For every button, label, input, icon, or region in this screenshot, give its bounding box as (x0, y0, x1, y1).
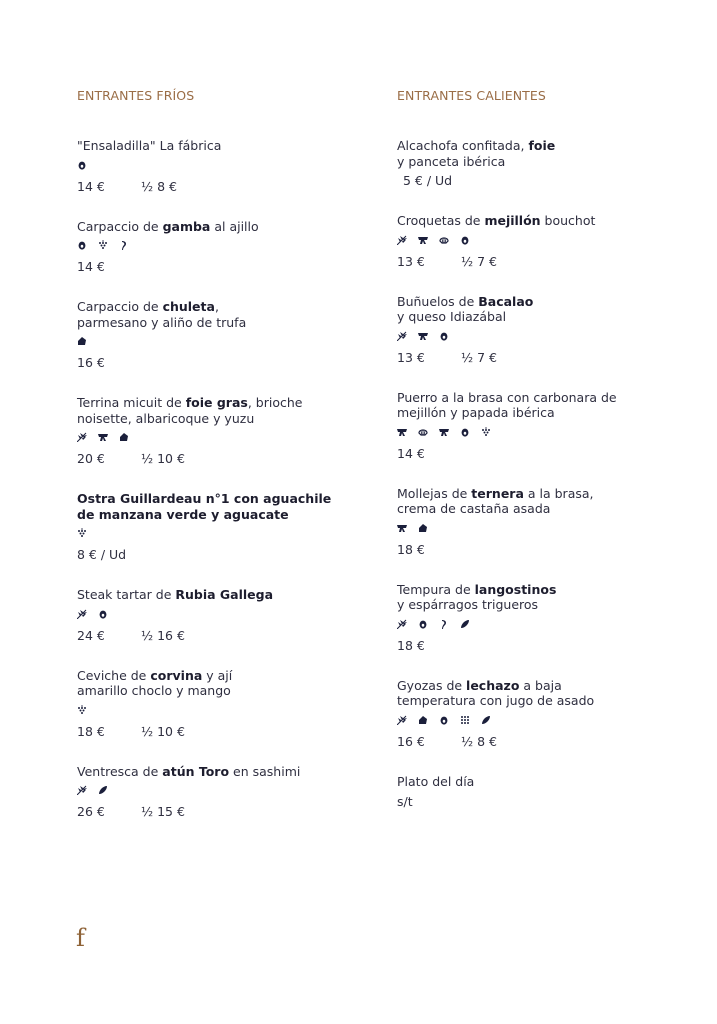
price-half: ½ 10 € (141, 451, 185, 466)
allergen-icons (77, 238, 337, 252)
dish-name: Steak tartar de Rubia Gallega (77, 587, 274, 602)
dish-name: Puerro a la brasa con carbonara de mejillón y papada ibérica (397, 389, 617, 420)
allergen-icons (397, 233, 657, 247)
price-row (397, 734, 657, 750)
allergen-icons (77, 607, 337, 621)
mollusc-icon (418, 427, 428, 437)
price-row (77, 179, 337, 195)
dish-name: Plato del día (397, 773, 475, 789)
cold-items-list (77, 138, 337, 820)
gluten-icon (397, 715, 407, 725)
gluten-icon (397, 619, 407, 629)
sesame-icon (460, 715, 470, 725)
allergen-icons (77, 703, 337, 717)
menu-item (397, 678, 657, 750)
allergen-icons (397, 329, 657, 343)
price-row (77, 724, 337, 740)
menu-item (397, 582, 657, 654)
gluten-icon (77, 609, 87, 619)
sulphite-icon (77, 528, 87, 538)
allergen-icons (77, 158, 337, 172)
gluten-icon (397, 331, 407, 341)
price-row (397, 173, 657, 189)
crustacean-icon (98, 432, 108, 442)
dish-name: Croquetas de mejillón bouchot (397, 213, 596, 228)
menu-item (77, 668, 337, 740)
menu-item (77, 219, 337, 276)
menu-item (397, 390, 657, 462)
menu-item (77, 138, 337, 195)
egg-icon (460, 235, 470, 245)
milk-icon (119, 432, 129, 442)
mollusc-icon (439, 235, 449, 245)
egg-icon (460, 427, 470, 437)
egg-icon (77, 240, 87, 250)
price-half: ½ 15 € (141, 804, 185, 819)
allergen-icons (397, 713, 657, 727)
menu-item (77, 395, 337, 467)
menu-item (397, 774, 657, 811)
price-row (77, 804, 337, 820)
price-row (77, 259, 337, 275)
gluten-icon (77, 785, 87, 795)
allergen-icons (77, 526, 337, 540)
price-row (397, 350, 657, 366)
price-row (77, 451, 337, 467)
price-half: ½ 8 € (461, 733, 497, 749)
allergen-icons (77, 334, 337, 348)
crustacean-icon (439, 427, 449, 437)
egg-icon (439, 331, 449, 341)
price-row (77, 355, 337, 371)
egg-icon (98, 609, 108, 619)
price-half: ½ 7 € (461, 253, 497, 269)
menu-item (397, 486, 657, 558)
sulphite-icon (77, 705, 87, 715)
dish-name: Buñuelos de Bacalao y queso Idiazábal (397, 293, 534, 324)
milk-icon (418, 523, 428, 533)
price-full: 14 € (77, 178, 105, 194)
hot-items-list (397, 138, 657, 810)
crustacean-icon (397, 523, 407, 533)
price-row (77, 547, 337, 563)
allergen-icons (397, 425, 657, 439)
gluten-icon (77, 432, 87, 442)
menu-item (77, 491, 337, 563)
hot-starters-column (397, 88, 657, 834)
egg-icon (439, 715, 449, 725)
milk-icon (77, 336, 87, 346)
egg-icon (418, 619, 428, 629)
section-title-cold: ENTRANTES FRÍOS (77, 88, 195, 103)
menu-item (397, 213, 657, 270)
crustacean-icon (418, 331, 428, 341)
dish-name: Carpaccio de chuleta, parmesano y aliño de trufa (77, 299, 247, 330)
dish-name: Carpaccio de gamba al ajillo (77, 218, 259, 234)
sulphite-icon (481, 427, 491, 437)
price-full: 18 € (77, 723, 105, 739)
dish-name: Tempura de langostinos y espárragos trigueros (397, 581, 557, 612)
price-full: s/t (397, 794, 413, 809)
dish-name: Mollejas de ternera a la brasa, crema de castaña asada (397, 485, 594, 516)
fish-icon (481, 715, 491, 725)
crustacean-icon (418, 235, 428, 245)
menu-item (397, 138, 657, 189)
price-full: 18 € (397, 637, 425, 653)
price-full: 16 € (77, 355, 105, 370)
price-full: 18 € (397, 541, 425, 557)
allergen-icons (397, 521, 657, 535)
fish-icon (98, 785, 108, 795)
dish-name: Ventresca de atún Toro en sashimi (77, 763, 301, 779)
menu-item (77, 764, 337, 821)
celery-icon (119, 240, 129, 250)
brand-logo: f (76, 924, 85, 952)
celery-icon (439, 619, 449, 629)
price-row (397, 446, 657, 462)
section-title-hot: ENTRANTES CALIENTES (397, 88, 546, 103)
price-row (397, 794, 657, 810)
price-row (397, 254, 657, 270)
allergen-icons (77, 430, 337, 444)
price-full: 14 € (77, 259, 105, 274)
allergen-icons (397, 617, 657, 631)
price-full: 13 € (397, 253, 425, 269)
dish-name: Alcachofa confitada, foie y panceta ibérica (397, 138, 556, 169)
gluten-icon (397, 235, 407, 245)
price-full: 20 € (77, 451, 105, 466)
menu-item (77, 587, 337, 644)
price-half: ½ 10 € (141, 723, 185, 739)
dish-name: Gyozas de lechazo a baja temperatura con jugo de asado (397, 677, 595, 708)
price-half: ½ 16 € (141, 627, 185, 643)
dish-name: Ceviche de corvina y ají amarillo choclo y mango (77, 667, 233, 698)
sulphite-icon (98, 240, 108, 250)
price-row (397, 542, 657, 558)
price-full: 5 € / Ud (403, 173, 453, 188)
milk-icon (418, 715, 428, 725)
price-full: 26 € (77, 804, 105, 819)
price-full: 14 € (397, 445, 425, 461)
price-half: ½ 7 € (461, 349, 497, 365)
price-full: 24 € (77, 627, 105, 643)
price-row (397, 638, 657, 654)
price-full: 16 € (397, 733, 425, 749)
crustacean-icon (397, 427, 407, 437)
price-half: ½ 8 € (141, 178, 177, 194)
menu-item (397, 294, 657, 366)
dish-name: Ostra Guillardeau n°1 con aguachile de manzana verde y aguacate (77, 491, 332, 522)
price-full: 13 € (397, 349, 425, 365)
menu-item (77, 299, 337, 371)
dish-name: "Ensaladilla" La fábrica (77, 138, 222, 153)
dish-name: Terrina micuit de foie gras, brioche noisette, albaricoque y yuzu (77, 395, 303, 426)
price-full: 8 € / Ud (77, 547, 127, 562)
fish-icon (460, 619, 470, 629)
price-row (77, 628, 337, 644)
egg-icon (77, 160, 87, 170)
cold-starters-column (77, 88, 337, 844)
allergen-icons (77, 783, 337, 797)
